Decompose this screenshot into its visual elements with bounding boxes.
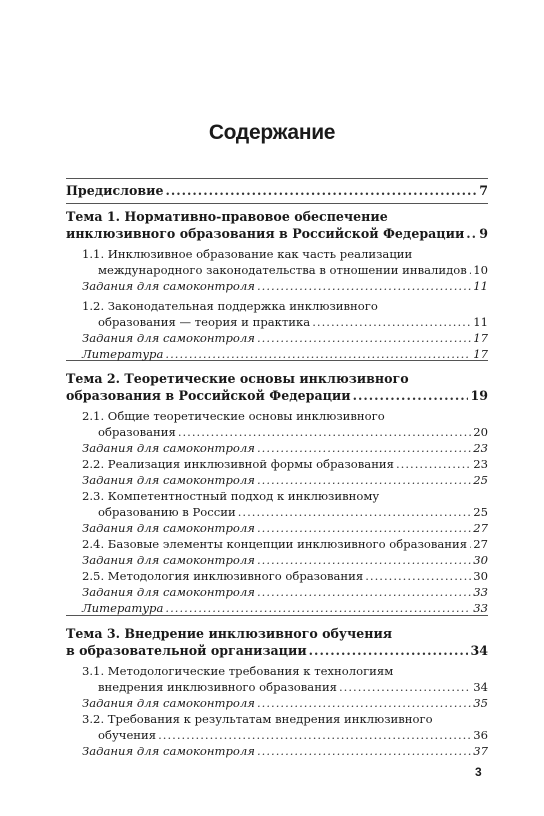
toc-subentry-title-cont: обучения (98, 728, 157, 742)
toc-subentry-title: Задания для самоконтроля (82, 473, 255, 487)
toc-subentry-2-4[interactable] (82, 536, 488, 552)
toc-subentry-title: Задания для самоконтроля (82, 279, 255, 293)
toc-subentry-title: Литература (82, 601, 164, 615)
toc-entry-preface[interactable] (66, 182, 488, 199)
toc-subentry-literature[interactable] (82, 600, 488, 616)
toc-page-number: 25 (473, 473, 488, 487)
toc-page-number: 36 (473, 728, 488, 742)
page-number: 3 (475, 765, 482, 779)
toc-page-number: 34 (473, 680, 488, 694)
toc-page-number: 27 (473, 537, 488, 551)
toc-subentry-tasks[interactable] (82, 584, 488, 600)
toc-subentry-1-1[interactable] (82, 246, 488, 278)
dot-leader (396, 456, 471, 472)
toc-subentry-title: 1.1. Инклюзивное образование как часть реализации (82, 247, 413, 261)
toc-page-number: 30 (473, 569, 488, 583)
toc-entry-title: Тема 2. Теоретические основы инклюзивного (66, 371, 409, 386)
toc-subentry-title-cont: внедрения инклюзивного образования (98, 680, 337, 694)
toc-subentry-title: 2.5. Методология инклюзивного образования (82, 569, 364, 583)
toc-page-number: 25 (473, 505, 488, 519)
dot-leader (257, 472, 471, 488)
toc-subentry-title: 2.3. Компетентностный подход к инклюзивному (82, 489, 380, 503)
toc-subentry-tasks[interactable] (82, 472, 488, 488)
dot-leader (257, 743, 471, 759)
toc-page-number: 10 (473, 263, 488, 277)
toc-entry-title: Предисловие (66, 183, 164, 198)
toc-subentry-literature[interactable] (82, 346, 488, 362)
toc-page-number: 33 (473, 601, 488, 615)
dot-leader (257, 278, 471, 294)
toc-page-number: 7 (479, 183, 488, 198)
toc-subentry-3-1[interactable] (82, 663, 488, 695)
dot-leader (238, 504, 472, 520)
toc-page-number: 9 (479, 226, 488, 241)
dot-leader (365, 568, 471, 584)
toc-subentry-title-cont: международного законодательства в отношении инвалидов (98, 263, 467, 277)
toc-page-number: 17 (473, 331, 488, 345)
toc-page-number: 35 (473, 696, 488, 710)
toc-subentry-tasks[interactable] (82, 743, 488, 759)
toc-subentry-title: Задания для самоконтроля (82, 331, 255, 345)
dot-leader (469, 536, 471, 552)
dot-leader (466, 225, 477, 242)
dot-leader (257, 520, 471, 536)
page-title: Содержание (208, 121, 336, 144)
toc-subentry-2-5[interactable] (82, 568, 488, 584)
dot-leader (165, 600, 471, 616)
dot-leader (257, 552, 471, 568)
dot-leader (469, 262, 471, 278)
toc-subentry-tasks[interactable] (82, 278, 488, 294)
toc-page-number: 11 (473, 315, 488, 329)
toc-entry-title: Тема 3. Внедрение инклюзивного обучения (66, 626, 393, 641)
toc-subentry-title-cont: образования (98, 425, 176, 439)
dot-leader (158, 727, 471, 743)
dot-leader (312, 314, 471, 330)
toc-page-number: 34 (470, 643, 488, 658)
dot-leader (309, 642, 469, 659)
toc-page-number: 27 (473, 521, 488, 535)
dot-leader (178, 424, 471, 440)
toc-entry-topic-2[interactable] (66, 370, 488, 404)
dot-leader (257, 584, 471, 600)
toc-page-number: 30 (473, 553, 488, 567)
toc-subentry-tasks[interactable] (82, 330, 488, 346)
toc-subentry-title: 3.2. Требования к результатам внедрения инклюзивного (82, 712, 433, 726)
toc-page-number: 23 (473, 441, 488, 455)
toc-page-number: 37 (473, 744, 488, 758)
top-divider (66, 178, 488, 179)
toc-subentry-title: 2.2. Реализация инклюзивной формы образования (82, 457, 394, 471)
toc-subentry-tasks[interactable] (82, 520, 488, 536)
toc-entry-title: Тема 1. Нормативно-правовое обеспечение (66, 209, 388, 224)
toc-subentry-tasks[interactable] (82, 440, 488, 456)
toc-subentry-title-cont: образования — теория и практика (98, 315, 311, 329)
toc-page-number: 20 (473, 425, 488, 439)
toc-subentry-title: Задания для самоконтроля (82, 553, 255, 567)
dot-leader (353, 387, 469, 404)
toc-entry-title-cont: инклюзивного образования в Российской Федерации (66, 226, 465, 241)
toc-entry-title-cont: образования в Российской Федерации (66, 388, 351, 403)
toc-subentry-title: Литература (82, 347, 164, 361)
dot-leader (165, 346, 471, 362)
toc-subentry-tasks[interactable] (82, 695, 488, 711)
dot-leader (339, 679, 471, 695)
toc-subentry-title: Задания для самоконтроля (82, 521, 255, 535)
dot-leader (257, 695, 471, 711)
toc-subentry-title: Задания для самоконтроля (82, 744, 255, 758)
toc-subentry-1-2[interactable] (82, 298, 488, 330)
toc-subentry-title: 2.4. Базовые элементы концепции инклюзивного образования (82, 537, 468, 551)
toc-subentry-title: Задания для самоконтроля (82, 585, 255, 599)
toc-subentry-2-1[interactable] (82, 408, 488, 440)
toc-subentry-2-3[interactable] (82, 488, 488, 520)
toc-subentry-2-2[interactable] (82, 456, 488, 472)
dot-leader (166, 182, 478, 199)
toc-page-number: 23 (473, 457, 488, 471)
toc-subentry-title-cont: образованию в России (98, 505, 236, 519)
toc-subentry-title: Задания для самоконтроля (82, 696, 255, 710)
toc-entry-title-cont: в образовательной организации (66, 643, 307, 658)
toc-page-number: 33 (473, 585, 488, 599)
toc-page-number: 11 (473, 279, 488, 293)
toc-subentry-3-2[interactable] (82, 711, 488, 743)
toc-entry-topic-3[interactable] (66, 625, 488, 659)
dot-leader (257, 440, 471, 456)
toc-page-number: 19 (470, 388, 488, 403)
toc-subentry-tasks[interactable] (82, 552, 488, 568)
toc-subentry-title: 2.1. Общие теоретические основы инклюзивного (82, 409, 385, 423)
toc-subentry-title: 1.2. Законодательная поддержка инклюзивного (82, 299, 378, 313)
toc-entry-topic-1[interactable] (66, 208, 488, 242)
dot-leader (257, 330, 471, 346)
toc-page-number: 17 (473, 347, 488, 361)
table-of-contents (66, 182, 488, 759)
toc-subentry-title: 3.1. Методологические требования к технологиям (82, 664, 394, 678)
toc-subentry-title: Задания для самоконтроля (82, 441, 255, 455)
